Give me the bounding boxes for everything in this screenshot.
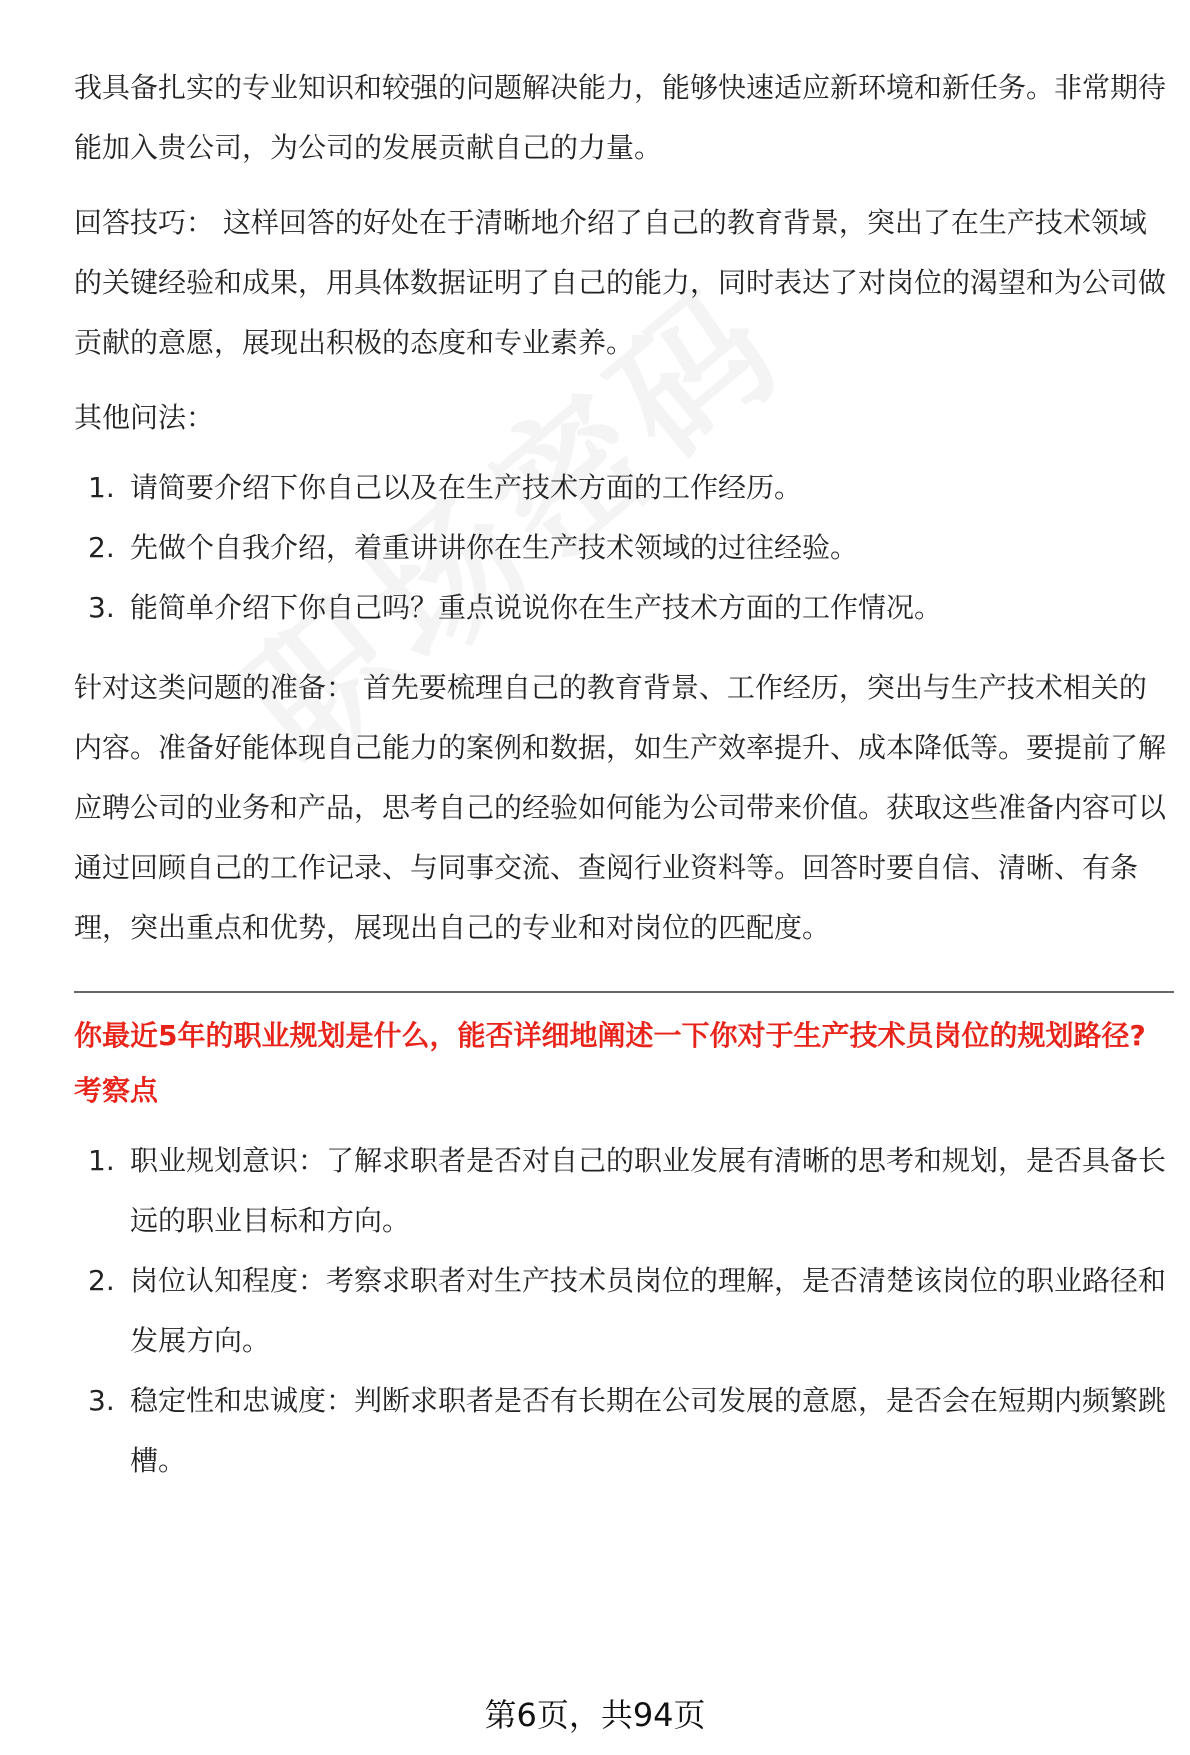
list-text: 先做个自我介绍，着重讲讲你在生产技术领域的过往经验。 (130, 531, 859, 564)
page-footer: 第6页，共94页 (484, 1696, 706, 1734)
section-divider (74, 991, 1174, 993)
list-item (74, 1251, 1174, 1371)
list-number: 2. (88, 1264, 115, 1297)
list-item (74, 458, 1174, 518)
list-number: 3. (88, 1384, 115, 1417)
list-item (74, 1371, 1174, 1491)
question-heading: 你最近5年的职业规划是什么，能否详细地阐述一下你对于生产技术员岗位的规划路径? (74, 1019, 1146, 1052)
other-questions-title: 其他问法： (74, 401, 215, 434)
document-body (74, 58, 1174, 1506)
list-text: 职业规划意识：了解求职者是否对自己的职业发展有清晰的思考和规划，是否具备长远的职业目标和方向。 (130, 1144, 1167, 1237)
preparation-paragraph: 针对这类问题的准备： 首先要梳理自己的教育背景、工作经历，突出与生产技术相关的内容。准备好能体现自己能力的案例和数据，如生产效率提升、成本降低等。要提前了解应聘公司的业务和产品，思考自己的经验如何能为公司带来价值。获取这些准备内容可以通过回顾自己的工作记录、与同事交流、查阅行业资料等。回答时要自信、清晰、有条理，突出重点和优势，展现出自己的专业和对岗位的匹配度。 (74, 671, 1167, 944)
list-text: 能简单介绍下你自己吗？重点说说你在生产技术方面的工作情况。 (130, 591, 943, 624)
list-number: 3. (88, 591, 115, 624)
answer-tips-paragraph: 回答技巧： 这样回答的好处在于清晰地介绍了自己的教育背景，突出了在生产技术领域的关键经验和成果，用具体数据证明了自己的能力，同时表达了对岗位的渴望和为公司做贡献的意愿，展现出积极的态度和专业素养。 (74, 206, 1167, 359)
paragraph-intro-end: 我具备扎实的专业知识和较强的问题解决能力，能够快速适应新环境和新任务。非常期待能加入贵公司，为公司的发展贡献自己的力量。 (74, 71, 1167, 164)
list-text: 岗位认知程度：考察求职者对生产技术员岗位的理解，是否清楚该岗位的职业路径和发展方向。 (130, 1264, 1167, 1357)
list-item (74, 578, 1174, 638)
list-item (74, 1131, 1174, 1251)
list-number: 1. (88, 1144, 115, 1177)
other-questions-list (74, 458, 1174, 638)
list-number: 2. (88, 531, 115, 564)
list-text: 请简要介绍下你自己以及在生产技术方面的工作经历。 (130, 471, 803, 504)
list-number: 1. (88, 471, 115, 504)
list-text: 稳定性和忠诚度：判断求职者是否有长期在公司发展的意愿，是否会在短期内频繁跳槽。 (130, 1384, 1167, 1477)
focus-points-list (74, 1131, 1174, 1491)
list-item (74, 518, 1174, 578)
focus-points-title: 考察点 (74, 1074, 159, 1107)
